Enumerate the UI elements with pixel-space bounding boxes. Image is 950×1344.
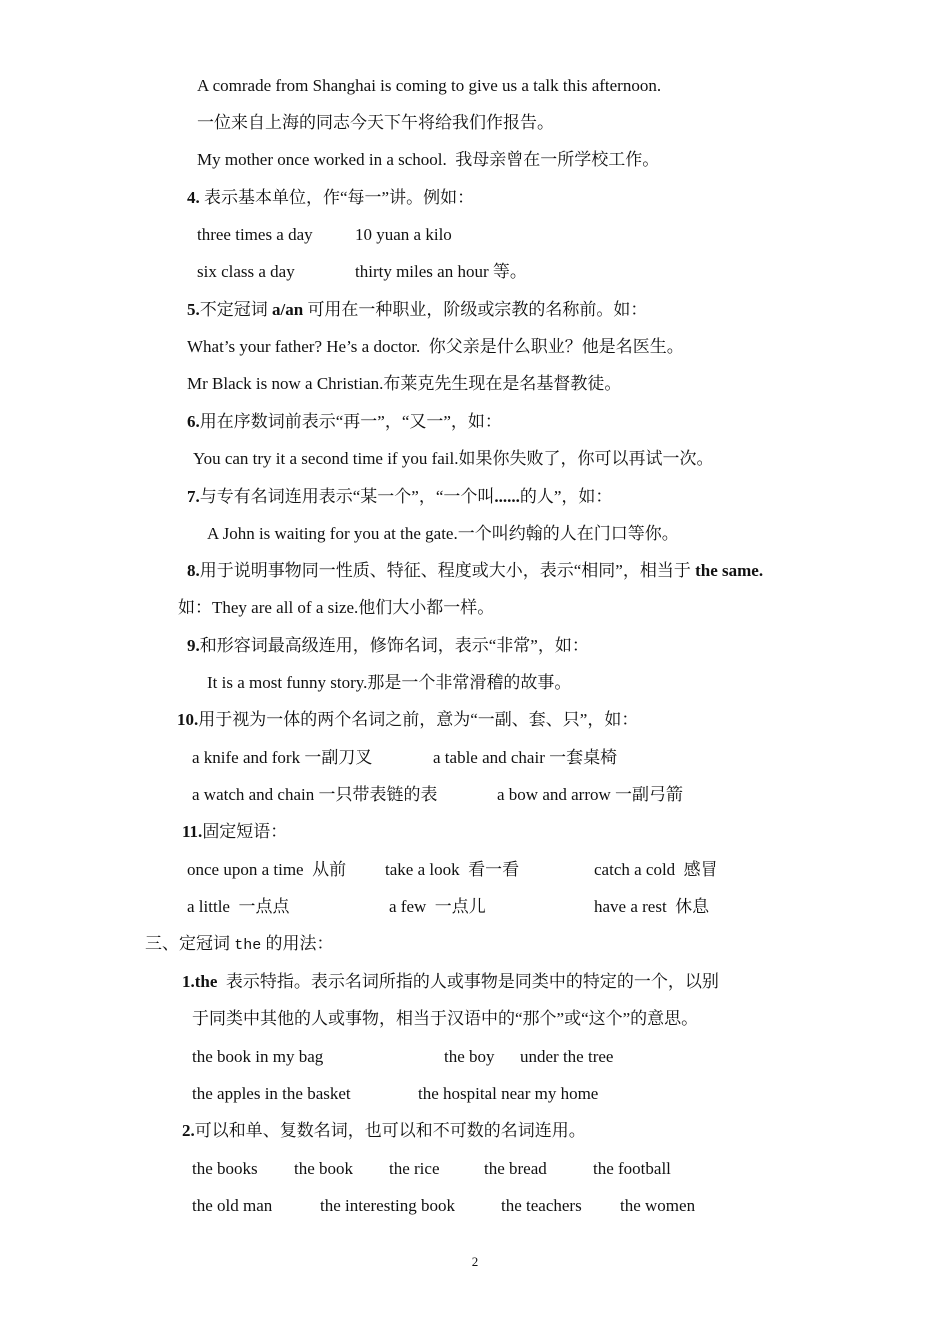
rule-heading: 5.不定冠词 a/an 可用在一种职业，阶级或宗教的名称前。如： (187, 300, 648, 319)
rule-heading: 10.用于视为一体的两个名词之前，意为“一副、套、只”，如： (177, 710, 639, 729)
example-sentence: It is a most funny story.那是一个非常滑稽的故事。 (207, 673, 572, 692)
example-phrases: three times a day 10 yuan a kilo (197, 225, 452, 244)
example-translation: 一位来自上海的同志今天下午将给我们作报告。 (197, 113, 554, 132)
rule-heading: 6.用在序数词前表示“再一”，“又一”，如： (187, 412, 502, 431)
example-phrases: the apples in the basket the hospital near my home (192, 1084, 599, 1103)
example-sentence: My mother once worked in a school. 我母亲曾在一所学校工作。 (197, 150, 660, 169)
section-heading: 三、定冠词 the 的用法： (145, 934, 334, 954)
example-phrases: the books the book the rice the bread the football (192, 1159, 671, 1178)
example-sentence: 如：They are all of a size.他们大小都一样。 (178, 598, 495, 617)
rule-heading: 1.the 表示特指。表示名词所指的人或事物是同类中的特定的一个，以别 (182, 972, 719, 991)
rule-heading: 11.固定短语： (182, 822, 288, 841)
example-sentence: A comrade from Shanghai is coming to give us a talk this afternoon. (197, 76, 662, 95)
example-phrases: a watch and chain 一只带表链的表 a bow and arrow 一副弓箭 (192, 785, 684, 804)
example-sentence: A John is waiting for you at the gate.一个叫约翰的人在门口等你。 (207, 524, 679, 543)
example-phrases: six class a day thirty miles an hour 等。 (197, 262, 527, 281)
example-sentence: Mr Black is now a Christian.布莱克先生现在是名基督教徒。 (187, 374, 622, 393)
rule-continuation: 于同类中其他的人或事物，相当于汉语中的“那个”或“这个”的意思。 (192, 1009, 699, 1028)
example-phrases: the old man the interesting book the teachers the women (192, 1196, 696, 1215)
rule-heading: 2.可以和单、复数名词，也可以和不可数的名词连用。 (182, 1121, 586, 1140)
example-phrases: a knife and fork 一副刀叉 a table and chair 一套桌椅 (192, 748, 618, 767)
example-phrases: the book in my bag the boy under the tree (192, 1047, 614, 1066)
page-number: 2 (471, 1254, 479, 1269)
rule-heading: 8.用于说明事物同一性质、特征、程度或大小，表示“相同”，相当于 the same. (187, 561, 764, 580)
example-sentence: You can try it a second time if you fail.如果你失败了，你可以再试一次。 (193, 449, 714, 468)
fixed-phrases: a little 一点点 a few 一点儿 have a rest 休息 (187, 897, 710, 916)
example-sentence: What’s your father? He’s a doctor. 你父亲是什么职业？他是名医生。 (187, 337, 684, 356)
fixed-phrases: once upon a time 从前 take a look 看一看 catch a cold 感冒 (187, 860, 718, 879)
rule-heading: 7.与专有名词连用表示“某一个”，“一个叫......的人”，如： (187, 487, 613, 506)
rule-heading: 9.和形容词最高级连用，修饰名词，表示“非常”，如： (187, 636, 589, 655)
rule-heading: 4. 表示基本单位，作“每一”讲。例如： (187, 188, 475, 207)
